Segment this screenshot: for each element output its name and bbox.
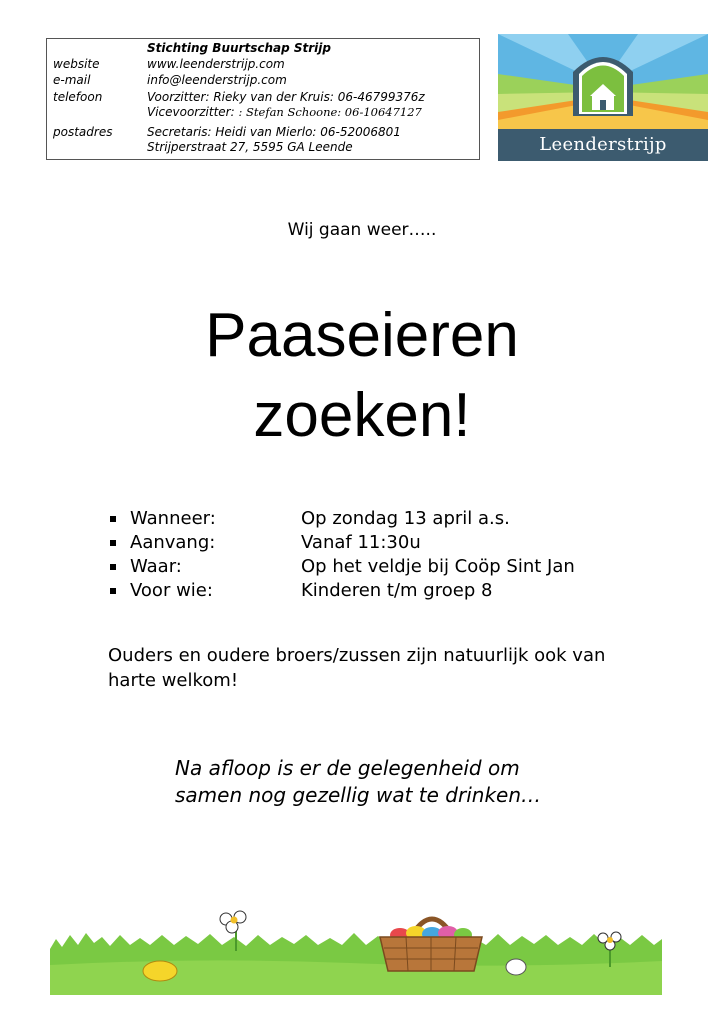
detail-value: Op zondag 13 april a.s.	[301, 508, 510, 529]
detail-label: Voor wie:	[130, 580, 213, 601]
contact-label: postadres	[53, 125, 113, 139]
bullet-icon	[110, 540, 116, 546]
detail-label: Wanneer:	[130, 508, 216, 529]
detail-for-whom	[110, 579, 630, 603]
white-egg-icon	[506, 959, 526, 975]
easter-basket-icon	[380, 919, 482, 971]
contact-label: website	[53, 57, 100, 71]
closing-text: Na afloop is er de gelegenheid om samen nog gezellig wat te drinken…	[175, 756, 542, 807]
detail-start	[110, 531, 630, 555]
logo-text: Leenderstrijp	[539, 134, 667, 155]
secretary-phone: Secretaris: Heidi van Mierlo: 06-52006801	[147, 125, 401, 139]
title-line-2: zoeken!	[253, 381, 471, 450]
detail-where	[110, 555, 630, 579]
leenderstrijp-logo	[498, 34, 708, 161]
detail-label: Waar:	[130, 556, 182, 577]
chair-phone: Voorzitter: Rieky van der Kruis: 06-46799376z	[147, 90, 425, 104]
detail-when	[110, 507, 630, 531]
page-title	[0, 296, 724, 456]
detail-value: Op het veldje bij Coöp Sint Jan	[301, 556, 575, 577]
grass-scene-graphic	[50, 905, 662, 995]
flower-left-icon	[220, 911, 246, 933]
bullet-icon	[110, 564, 116, 570]
contact-label: e-mail	[53, 73, 91, 87]
bullet-icon	[110, 516, 116, 522]
vice-chair-phone	[147, 105, 422, 121]
bullet-icon	[110, 588, 116, 594]
contact-box	[46, 38, 480, 160]
contact-label: telefoon	[53, 90, 103, 104]
welcome-paragraph: Ouders en oudere broers/zussen zijn natuurlijk ook van harte welkom!	[108, 645, 606, 691]
website-link[interactable]: www.leenderstrijp.com	[147, 57, 285, 71]
easter-grass-illustration	[50, 905, 662, 995]
email-link[interactable]: info@leenderstrijp.com	[147, 73, 287, 87]
vice-chair-value: : Stefan Schoone: 06-10647127	[238, 105, 422, 119]
postal-address: Strijperstraat 27, 5595 GA Leende	[147, 140, 353, 154]
vice-chair-prefix: Vicevoorzitter:	[147, 105, 235, 119]
detail-label: Aanvang:	[130, 532, 216, 553]
detail-value: Kinderen t/m groep 8	[301, 580, 493, 601]
detail-value: Vanaf 11:30u	[301, 532, 421, 553]
event-details-list	[110, 507, 630, 603]
title-line-1: Paaseieren	[205, 301, 519, 370]
intro-text: Wij gaan weer…..	[287, 220, 437, 240]
yellow-egg-icon	[143, 961, 177, 981]
organisation-name: Stichting Buurtschap Strijp	[147, 41, 331, 55]
